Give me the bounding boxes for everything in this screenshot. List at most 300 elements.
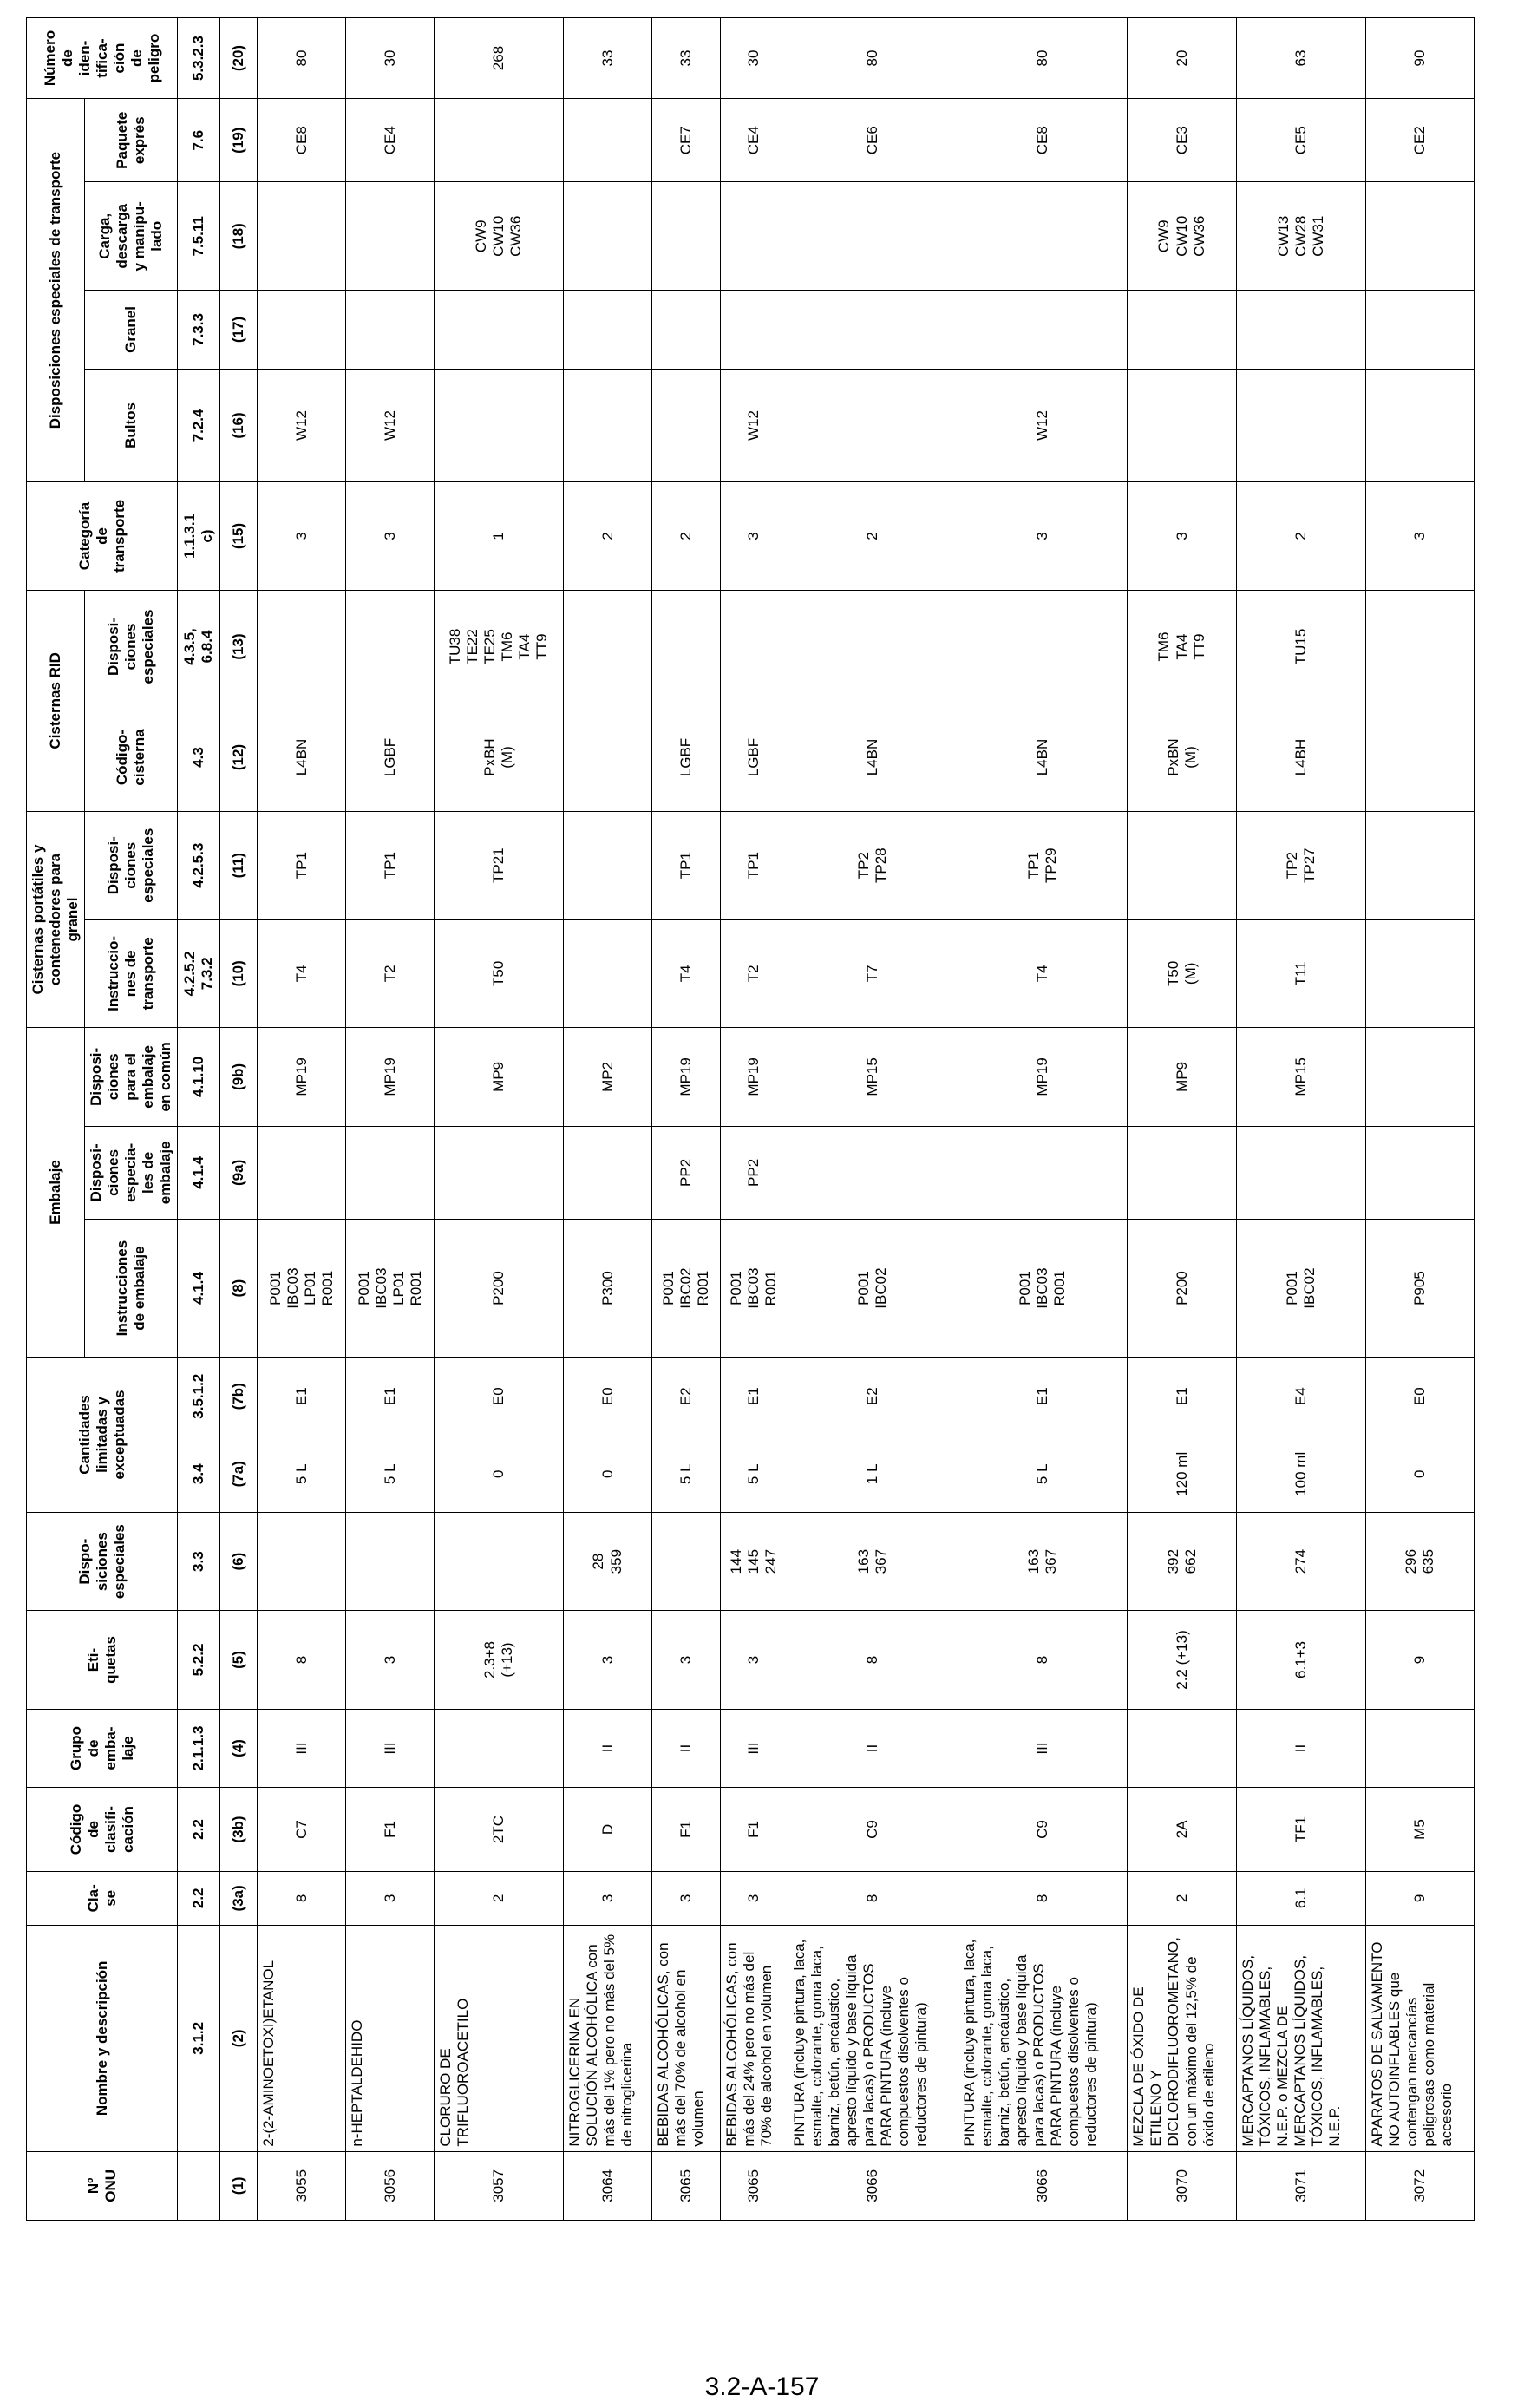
- classification-code-cell: F1: [346, 1788, 435, 1871]
- header-loading: Carga, descarga y manipu- lado: [85, 182, 178, 291]
- classification-code-cell: 2A: [1128, 1788, 1236, 1871]
- labels-cell: 9: [1365, 1611, 1474, 1709]
- packages-provision-cell: W12: [258, 369, 346, 481]
- table-row: [564, 18, 652, 2221]
- header-special-packing: Disposi- ciones especia- les de embalaje: [85, 1126, 178, 1220]
- bulk-provision-cell: [258, 291, 346, 370]
- rid-special-cell: [958, 590, 1128, 703]
- express-provision-cell: CE4: [346, 99, 435, 182]
- excepted-quantity-cell: E4: [1236, 1357, 1365, 1436]
- packages-provision-cell: W12: [958, 369, 1128, 481]
- header-classification-code: Código de clasifi- cación: [27, 1788, 178, 1871]
- ref-cell: 4.1.4: [178, 1220, 220, 1358]
- hazard-number-cell: 268: [435, 18, 564, 99]
- labels-cell: 3: [720, 1611, 788, 1709]
- packing-group-cell: [435, 1709, 564, 1788]
- transport-category-cell: 2: [652, 482, 721, 591]
- bulk-provision-cell: [435, 291, 564, 370]
- tank-instructions-cell: T7: [788, 919, 958, 1028]
- packing-group-cell: III: [720, 1709, 788, 1788]
- tank-instructions-cell: [564, 919, 652, 1028]
- column-number-cell: (8): [220, 1220, 258, 1358]
- ref-cell: 7.6: [178, 99, 220, 182]
- header-special-provisions: Dispo- siciones especiales: [27, 1512, 178, 1610]
- substance-name-cell: APARATOS DE SALVAMENTO NO AUTOINFLABLES que contengan mercancías peligrosas como material accesorio: [1365, 1925, 1474, 2151]
- rotated-page-content: [26, 17, 1475, 2221]
- table-row: [1365, 18, 1474, 2221]
- loading-provision-cell: [958, 182, 1128, 291]
- column-number-cell: (16): [220, 369, 258, 481]
- tank-instructions-cell: [1365, 919, 1474, 1028]
- tank-special-cell: TP21: [435, 811, 564, 919]
- table-row: [958, 18, 1128, 2221]
- packing-group-cell: III: [258, 1709, 346, 1788]
- tank-special-cell: [1128, 811, 1236, 919]
- substance-name-cell: NITROGLICERINA EN SOLUCIÓN ALCOHÓLICA con más del 1% pero no más del 5% de nitroglicerina: [564, 1925, 652, 2151]
- column-number-cell: (6): [220, 1512, 258, 1610]
- packing-instructions-cell: P300: [564, 1220, 652, 1358]
- class-cell: 3: [652, 1871, 721, 1925]
- tank-instructions-cell: T11: [1236, 919, 1365, 1028]
- transport-category-cell: 3: [346, 482, 435, 591]
- header-name: Nombre y descripción: [27, 1925, 178, 2151]
- transport-category-cell: 3: [258, 482, 346, 591]
- packing-instructions-cell: P200: [435, 1220, 564, 1358]
- special-packing-cell: [346, 1126, 435, 1220]
- un-number-cell: 3055: [258, 2151, 346, 2220]
- loading-provision-cell: [652, 182, 721, 291]
- packing-instructions-cell: P001 IBC03 LP01 R001: [346, 1220, 435, 1358]
- excepted-quantity-cell: E0: [564, 1357, 652, 1436]
- transport-category-cell: 3: [1128, 482, 1236, 591]
- header-un-no: Nº ONU: [27, 2151, 178, 2220]
- special-packing-cell: [435, 1126, 564, 1220]
- ref-cell: 5.2.2: [178, 1611, 220, 1709]
- substance-name-cell: BEBIDAS ALCOHÓLICAS, con más del 24% pero no más del 70% de alcohol en volumen: [720, 1925, 788, 2151]
- mixed-packing-cell: MP19: [346, 1028, 435, 1126]
- hazard-number-cell: 80: [258, 18, 346, 99]
- class-cell: 3: [564, 1871, 652, 1925]
- header-bulk: Granel: [85, 291, 178, 370]
- ref-cell: 4.2.5.3: [178, 811, 220, 919]
- rid-special-cell: [258, 590, 346, 703]
- special-provisions-cell: 28 359: [564, 1512, 652, 1610]
- bulk-provision-cell: [1236, 291, 1365, 370]
- packages-provision-cell: [435, 369, 564, 481]
- substance-name-cell: PINTURA (incluye pintura, laca, esmalte, colorante, goma laca, barniz, betún, encáustico, apresto líquido y base líquida para lacas) o PRODUCTOS PARA PINTURA (incluye compuestos disolventes o reductores de pintura): [788, 1925, 958, 2151]
- class-cell: 9: [1365, 1871, 1474, 1925]
- limited-quantity-cell: 5 L: [720, 1436, 788, 1512]
- packing-instructions-cell: P001 IBC03 LP01 R001: [258, 1220, 346, 1358]
- ref-cell: 5.3.2.3: [178, 18, 220, 99]
- table-row: [720, 18, 788, 2221]
- tank-instructions-cell: T4: [958, 919, 1128, 1028]
- hazard-number-cell: 30: [346, 18, 435, 99]
- tank-instructions-cell: T2: [720, 919, 788, 1028]
- table-row: [1236, 18, 1365, 2221]
- mixed-packing-cell: MP2: [564, 1028, 652, 1126]
- special-packing-cell: [958, 1126, 1128, 1220]
- table-row: [435, 18, 564, 2221]
- bulk-provision-cell: [1365, 291, 1474, 370]
- tank-instructions-cell: T4: [258, 919, 346, 1028]
- table-row: [346, 18, 435, 2221]
- transport-category-cell: 3: [1365, 482, 1474, 591]
- substance-name-cell: MEZCLA DE ÓXIDO DE ETILENO Y DICLORODIFLUOROMETANO, con un máximo del 12,5% de óxido de etileno: [1128, 1925, 1236, 2151]
- mixed-packing-cell: MP9: [1128, 1028, 1236, 1126]
- header-tank-code: Código- cisterna: [85, 703, 178, 812]
- tank-code-cell: L4BN: [958, 703, 1128, 812]
- header-express: Paquete exprés: [85, 99, 178, 182]
- packing-instructions-cell: P001 IBC02: [1236, 1220, 1365, 1358]
- tank-special-cell: [564, 811, 652, 919]
- class-cell: 8: [258, 1871, 346, 1925]
- labels-cell: 2.3+8 (+13): [435, 1611, 564, 1709]
- labels-cell: 8: [788, 1611, 958, 1709]
- packing-group-cell: [1128, 1709, 1236, 1788]
- bulk-provision-cell: [788, 291, 958, 370]
- class-cell: 8: [958, 1871, 1128, 1925]
- substance-name-cell: CLORURO DE TRIFLUOROACETILO: [435, 1925, 564, 2151]
- transport-category-cell: 3: [958, 482, 1128, 591]
- special-provisions-cell: 163 367: [958, 1512, 1128, 1610]
- class-cell: 6.1: [1236, 1871, 1365, 1925]
- special-packing-cell: [1236, 1126, 1365, 1220]
- special-provisions-cell: 163 367: [788, 1512, 958, 1610]
- column-number-cell: (4): [220, 1709, 258, 1788]
- packages-provision-cell: W12: [720, 369, 788, 481]
- header-special-transport-provisions: Disposiciones especiales de transporte: [27, 99, 85, 482]
- tank-instructions-cell: T50 (M): [1128, 919, 1236, 1028]
- rotated-table-wrapper: [26, 17, 1475, 2221]
- un-number-cell: 3071: [1236, 2151, 1365, 2220]
- classification-code-cell: C7: [258, 1788, 346, 1871]
- loading-provision-cell: [720, 182, 788, 291]
- column-number-cell: (9b): [220, 1028, 258, 1126]
- ref-cell: 4.1.4: [178, 1126, 220, 1220]
- bulk-provision-cell: [958, 291, 1128, 370]
- bulk-provision-cell: [1128, 291, 1236, 370]
- packing-group-cell: II: [652, 1709, 721, 1788]
- classification-code-cell: TF1: [1236, 1788, 1365, 1871]
- packing-group-cell: II: [564, 1709, 652, 1788]
- ref-cell: 2.2: [178, 1871, 220, 1925]
- labels-cell: 3: [346, 1611, 435, 1709]
- mixed-packing-cell: MP19: [258, 1028, 346, 1126]
- column-number-cell: (18): [220, 182, 258, 291]
- limited-quantity-cell: 1 L: [788, 1436, 958, 1512]
- classification-code-cell: C9: [788, 1788, 958, 1871]
- tank-special-cell: [1365, 811, 1474, 919]
- special-provisions-cell: [652, 1512, 721, 1610]
- loading-provision-cell: CW13 CW28 CW31: [1236, 182, 1365, 291]
- tank-code-cell: LGBF: [346, 703, 435, 812]
- mixed-packing-cell: MP9: [435, 1028, 564, 1126]
- tank-instructions-cell: T50: [435, 919, 564, 1028]
- packages-provision-cell: W12: [346, 369, 435, 481]
- un-number-cell: 3070: [1128, 2151, 1236, 2220]
- loading-provision-cell: [564, 182, 652, 291]
- column-number-cell: (12): [220, 703, 258, 812]
- column-number-row: [220, 18, 258, 2221]
- loading-provision-cell: CW9 CW10 CW36: [435, 182, 564, 291]
- special-provisions-cell: 144 145 247: [720, 1512, 788, 1610]
- header-packaging: Embalaje: [27, 1028, 85, 1358]
- loading-provision-cell: [346, 182, 435, 291]
- express-provision-cell: CE2: [1365, 99, 1474, 182]
- loading-provision-cell: [258, 182, 346, 291]
- column-number-cell: (7a): [220, 1436, 258, 1512]
- column-number-cell: (1): [220, 2151, 258, 2220]
- tank-code-cell: PxBH (M): [435, 703, 564, 812]
- class-cell: 2: [1128, 1871, 1236, 1925]
- tank-special-cell: TP2 TP27: [1236, 811, 1365, 919]
- excepted-quantity-cell: E1: [720, 1357, 788, 1436]
- excepted-quantity-cell: E1: [346, 1357, 435, 1436]
- rid-special-cell: TU38 TE22 TE25 TM6 TA4 TT9: [435, 590, 564, 703]
- header-labels: Eti- quetas: [27, 1611, 178, 1709]
- tank-code-cell: LGBF: [652, 703, 721, 812]
- express-provision-cell: CE4: [720, 99, 788, 182]
- column-number-cell: (19): [220, 99, 258, 182]
- special-packing-cell: [564, 1126, 652, 1220]
- excepted-quantity-cell: E2: [652, 1357, 721, 1436]
- header-transport-category: Categoría de transporte: [27, 482, 178, 591]
- un-number-cell: 3064: [564, 2151, 652, 2220]
- table-row: [788, 18, 958, 2221]
- hazard-number-cell: 80: [788, 18, 958, 99]
- rid-special-cell: TM6 TA4 TT9: [1128, 590, 1236, 703]
- special-provisions-cell: 274: [1236, 1512, 1365, 1610]
- special-packing-cell: [1365, 1126, 1474, 1220]
- rid-special-cell: [346, 590, 435, 703]
- table-row: [258, 18, 346, 2221]
- limited-quantity-cell: 5 L: [346, 1436, 435, 1512]
- ref-cell: 4.1.10: [178, 1028, 220, 1126]
- rid-special-cell: [564, 590, 652, 703]
- limited-quantity-cell: 0: [564, 1436, 652, 1512]
- rid-special-cell: [652, 590, 721, 703]
- header-class: Cla- se: [27, 1871, 178, 1925]
- hazard-number-cell: 33: [652, 18, 721, 99]
- transport-category-cell: 1: [435, 482, 564, 591]
- mixed-packing-cell: MP15: [1236, 1028, 1365, 1126]
- class-cell: 3: [720, 1871, 788, 1925]
- substance-name-cell: n-HEPTALDEHIDO: [346, 1925, 435, 2151]
- tank-code-cell: PxBN (M): [1128, 703, 1236, 812]
- ref-cell: 3.3: [178, 1512, 220, 1610]
- header-portable-tanks: Cisternas portátiles y contenedores para granel: [27, 811, 85, 1027]
- excepted-quantity-cell: E0: [1365, 1357, 1474, 1436]
- packing-instructions-cell: P001 IBC02: [788, 1220, 958, 1358]
- express-provision-cell: CE8: [258, 99, 346, 182]
- special-packing-cell: [1128, 1126, 1236, 1220]
- packages-provision-cell: [1128, 369, 1236, 481]
- limited-quantity-cell: 5 L: [258, 1436, 346, 1512]
- excepted-quantity-cell: E1: [958, 1357, 1128, 1436]
- packages-provision-cell: [1365, 369, 1474, 481]
- excepted-quantity-cell: E0: [435, 1357, 564, 1436]
- packing-group-cell: III: [958, 1709, 1128, 1788]
- header-hazard-number: Número de iden- tifica- ción de peligro: [27, 18, 178, 99]
- un-number-cell: 3065: [720, 2151, 788, 2220]
- hazard-number-cell: 33: [564, 18, 652, 99]
- column-number-cell: (3b): [220, 1788, 258, 1871]
- ref-cell: 7.5.11: [178, 182, 220, 291]
- packing-instructions-cell: P905: [1365, 1220, 1474, 1358]
- labels-cell: 2.2 (+13): [1128, 1611, 1236, 1709]
- packing-group-cell: [1365, 1709, 1474, 1788]
- special-packing-cell: PP2: [652, 1126, 721, 1220]
- limited-quantity-cell: 5 L: [652, 1436, 721, 1512]
- column-number-cell: (9a): [220, 1126, 258, 1220]
- tank-code-cell: L4BH: [1236, 703, 1365, 812]
- ref-cell: 1.1.3.1 c): [178, 482, 220, 591]
- labels-cell: 3: [652, 1611, 721, 1709]
- mixed-packing-cell: MP15: [788, 1028, 958, 1126]
- special-packing-cell: PP2: [720, 1126, 788, 1220]
- column-number-cell: (3a): [220, 1871, 258, 1925]
- tank-special-cell: TP1: [720, 811, 788, 919]
- ref-cell: [178, 2151, 220, 2220]
- special-packing-cell: [258, 1126, 346, 1220]
- tank-code-cell: L4BN: [788, 703, 958, 812]
- class-cell: 3: [346, 1871, 435, 1925]
- tank-code-cell: [1365, 703, 1474, 812]
- tank-special-cell: TP1: [652, 811, 721, 919]
- packing-instructions-cell: P001 IBC03 R001: [720, 1220, 788, 1358]
- mixed-packing-cell: MP19: [652, 1028, 721, 1126]
- express-provision-cell: CE3: [1128, 99, 1236, 182]
- header-packing-instructions: Instrucciones de embalaje: [85, 1220, 178, 1358]
- packages-provision-cell: [788, 369, 958, 481]
- ref-cell: 4.3: [178, 703, 220, 812]
- express-provision-cell: [564, 99, 652, 182]
- special-provisions-cell: 296 635: [1365, 1512, 1474, 1610]
- column-number-cell: (17): [220, 291, 258, 370]
- tank-code-cell: [564, 703, 652, 812]
- page-number: 3.2-A-157: [704, 2372, 820, 2401]
- packing-instructions-cell: P001 IBC03 R001: [958, 1220, 1128, 1358]
- excepted-quantity-cell: E2: [788, 1357, 958, 1436]
- header-tank-instructions: Instruccio- nes de transporte: [85, 919, 178, 1028]
- header-limited-excepted: Cantidades limitadas y exceptuadas: [27, 1357, 178, 1512]
- packing-group-cell: III: [346, 1709, 435, 1788]
- mixed-packing-cell: [1365, 1028, 1474, 1126]
- labels-cell: 6.1+3: [1236, 1611, 1365, 1709]
- classification-code-cell: D: [564, 1788, 652, 1871]
- column-number-cell: (5): [220, 1611, 258, 1709]
- packing-instructions-cell: P001 IBC02 R001: [652, 1220, 721, 1358]
- class-cell: 8: [788, 1871, 958, 1925]
- limited-quantity-cell: 0: [1365, 1436, 1474, 1512]
- tank-special-cell: TP1: [258, 811, 346, 919]
- loading-provision-cell: CW9 CW10 CW36: [1128, 182, 1236, 291]
- table-row: [652, 18, 721, 2221]
- header-packages: Bultos: [85, 369, 178, 481]
- rid-special-cell: [1365, 590, 1474, 703]
- ref-cell: 4.3.5, 6.8.4: [178, 590, 220, 703]
- transport-category-cell: 2: [1236, 482, 1365, 591]
- tank-special-cell: TP1: [346, 811, 435, 919]
- substance-name-cell: 2-(2-AMINOETOXI)ETANOL: [258, 1925, 346, 2151]
- special-packing-cell: [788, 1126, 958, 1220]
- ref-cell: 2.1.1.3: [178, 1709, 220, 1788]
- column-number-cell: (2): [220, 1925, 258, 2151]
- un-number-cell: 3057: [435, 2151, 564, 2220]
- express-provision-cell: CE7: [652, 99, 721, 182]
- header-tank-special: Disposi- ciones especiales: [85, 811, 178, 919]
- mixed-packing-cell: MP19: [958, 1028, 1128, 1126]
- header-rid-special: Disposi- ciones especiales: [85, 590, 178, 703]
- bulk-provision-cell: [652, 291, 721, 370]
- substance-name-cell: BEBIDAS ALCOHÓLICAS, con más del 70% de alcohol en volumen: [652, 1925, 721, 2151]
- bulk-provision-cell: [564, 291, 652, 370]
- excepted-quantity-cell: E1: [1128, 1357, 1236, 1436]
- ref-cell: 3.1.2: [178, 1925, 220, 2151]
- transport-category-cell: 3: [720, 482, 788, 591]
- un-number-cell: 3066: [788, 2151, 958, 2220]
- packing-instructions-cell: P200: [1128, 1220, 1236, 1358]
- dangerous-goods-table: [26, 17, 1475, 2221]
- classification-code-cell: F1: [652, 1788, 721, 1871]
- rid-special-cell: [788, 590, 958, 703]
- header-rid-tanks: Cisternas RID: [27, 590, 85, 811]
- labels-cell: 8: [958, 1611, 1128, 1709]
- classification-code-cell: C9: [958, 1788, 1128, 1871]
- classification-code-cell: 2TC: [435, 1788, 564, 1871]
- substance-name-cell: PINTURA (incluye pintura, laca, esmalte, colorante, goma laca, barniz, betún, encáustico, apresto líquido y base líquida para lacas) o PRODUCTOS PARA PINTURA (incluye compuestos disolventes o reductores de pintura): [958, 1925, 1128, 2151]
- packing-group-cell: II: [1236, 1709, 1365, 1788]
- bulk-provision-cell: [720, 291, 788, 370]
- hazard-number-cell: 20: [1128, 18, 1236, 99]
- tank-code-cell: LGBF: [720, 703, 788, 812]
- column-number-cell: (15): [220, 482, 258, 591]
- ref-cell: 7.3.3: [178, 291, 220, 370]
- un-number-cell: 3066: [958, 2151, 1128, 2220]
- special-provisions-cell: [258, 1512, 346, 1610]
- labels-cell: 8: [258, 1611, 346, 1709]
- express-provision-cell: CE6: [788, 99, 958, 182]
- hazard-number-cell: 30: [720, 18, 788, 99]
- excepted-quantity-cell: E1: [258, 1357, 346, 1436]
- limited-quantity-cell: 0: [435, 1436, 564, 1512]
- column-number-cell: (20): [220, 18, 258, 99]
- ref-cell: 4.2.5.2 7.3.2: [178, 919, 220, 1028]
- un-number-cell: 3072: [1365, 2151, 1474, 2220]
- transport-category-cell: 2: [788, 482, 958, 591]
- mixed-packing-cell: MP19: [720, 1028, 788, 1126]
- tank-instructions-cell: T4: [652, 919, 721, 1028]
- loading-provision-cell: [788, 182, 958, 291]
- packing-group-cell: II: [788, 1709, 958, 1788]
- ref-cell: 7.2.4: [178, 369, 220, 481]
- express-provision-cell: [435, 99, 564, 182]
- labels-cell: 3: [564, 1611, 652, 1709]
- header-mixed-packing: Disposi- ciones para el embalaje en común: [85, 1028, 178, 1126]
- tank-special-cell: TP1 TP29: [958, 811, 1128, 919]
- column-number-cell: (7b): [220, 1357, 258, 1436]
- packages-provision-cell: [564, 369, 652, 481]
- un-number-cell: 3065: [652, 2151, 721, 2220]
- ref-cell: 3.4: [178, 1436, 220, 1512]
- table-row: [1128, 18, 1236, 2221]
- classification-code-cell: M5: [1365, 1788, 1474, 1871]
- reference-row: [178, 18, 220, 2221]
- limited-quantity-cell: 100 ml: [1236, 1436, 1365, 1512]
- ref-cell: 2.2: [178, 1788, 220, 1871]
- substance-name-cell: MERCAPTANOS LÍQUIDOS, TÓXICOS, INFLAMABLES, N.E.P. o MEZCLA DE MERCAPTANOS LÍQUIDOS, TÓXICOS, INFLAMABLES, N.E.P.: [1236, 1925, 1365, 2151]
